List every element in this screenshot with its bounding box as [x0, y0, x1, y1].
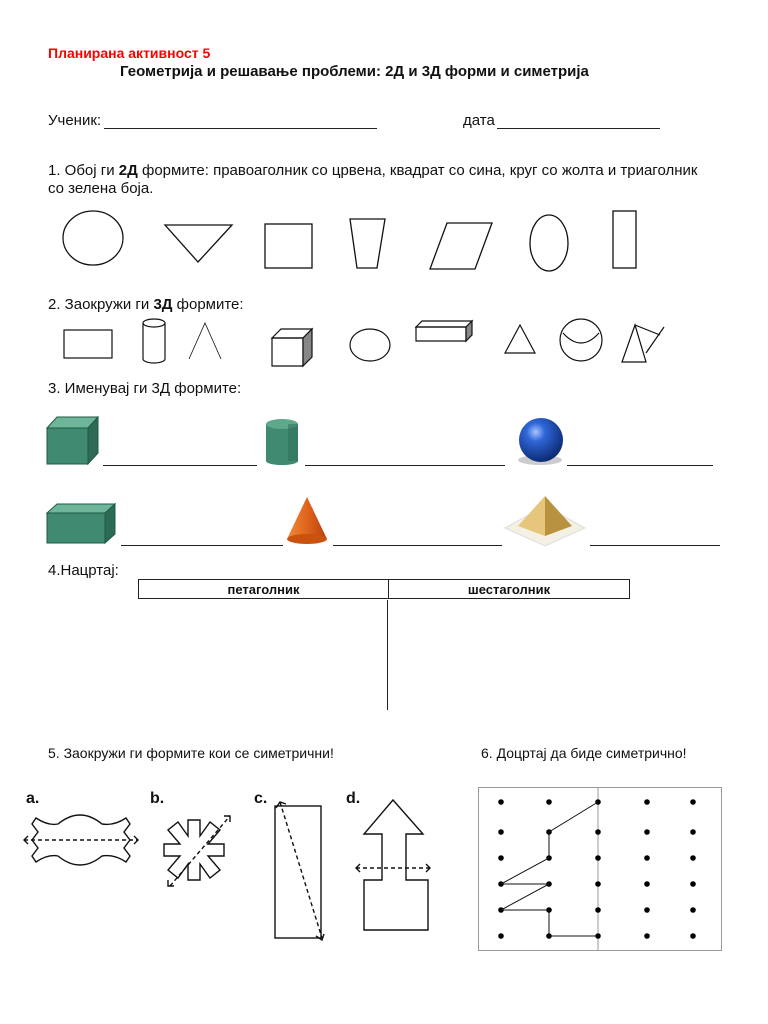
grid-dot[interactable] [498, 829, 504, 835]
grid-dot[interactable] [595, 829, 601, 835]
orange-cone-shape [287, 497, 327, 544]
parallelogram-shape[interactable] [430, 223, 492, 269]
task2-text: 2. Заокружи ги 3Д формите: [48, 296, 244, 313]
star-shape[interactable] [164, 820, 224, 880]
activity-label: Планирана активност 5 [48, 45, 211, 61]
hemisphere-shape[interactable] [560, 319, 602, 361]
date-line[interactable] [497, 128, 660, 129]
task1-text-line2: со зелена боја. [48, 180, 154, 197]
rectangle-shape[interactable] [613, 211, 636, 268]
grid-dot[interactable] [546, 799, 552, 805]
oval-shape[interactable] [530, 215, 568, 271]
grid-dot[interactable] [498, 933, 504, 939]
task6-text: 6. Доцртај да биде симетрично! [481, 745, 687, 761]
gold-pyramid-shape [505, 496, 585, 546]
grid-dot[interactable] [644, 855, 650, 861]
box-shape[interactable] [416, 321, 472, 341]
teal-prism-shape [47, 504, 115, 543]
task3-shapes [0, 410, 768, 560]
grid-dot[interactable] [690, 933, 696, 939]
task1-text: 1. Обој ги 2Д формите: правоаголник со црвена, квадрат со сина, круг со жолта и триаголник [48, 162, 698, 179]
grid-dot[interactable] [690, 907, 696, 913]
grid-dot[interactable] [644, 933, 650, 939]
answer-line-prism[interactable] [121, 545, 283, 546]
blue-sphere-shape [519, 418, 563, 462]
trapezoid-shape[interactable] [350, 219, 385, 268]
grid-dot[interactable] [595, 881, 601, 887]
answer-line-cone[interactable] [333, 545, 502, 546]
answer-line-sphere[interactable] [567, 465, 713, 466]
task2-shapes [0, 315, 768, 375]
cone-sketch-shape[interactable] [622, 325, 664, 362]
small-triangle-shape[interactable] [505, 325, 535, 353]
task3-text: 3. Именувај ги 3Д формите: [48, 380, 242, 397]
half-figure [501, 802, 598, 936]
label-c: c. [254, 790, 268, 807]
drawing-divider [387, 600, 388, 710]
tall-rectangle-shape[interactable] [275, 806, 321, 938]
grid-dot[interactable] [644, 907, 650, 913]
flat-rectangle-shape[interactable] [64, 330, 112, 358]
page-title: Геометрија и решавање проблеми: 2Д и 3Д форми и симетрија [120, 63, 589, 80]
cylinder-shape[interactable] [143, 319, 165, 363]
triangle-shape[interactable] [165, 225, 232, 262]
column-hexagon: шестаголник [389, 580, 630, 599]
circle-shape[interactable] [63, 211, 123, 265]
grid-dot[interactable] [595, 907, 601, 913]
square-shape[interactable] [265, 224, 312, 268]
label-b: b. [150, 790, 165, 807]
pentagon-drawing-area[interactable] [138, 602, 386, 710]
open-angle-shape[interactable] [189, 323, 221, 359]
cube-shape[interactable] [272, 329, 312, 366]
arrow-shape[interactable] [364, 800, 428, 930]
label-d: d. [346, 790, 361, 807]
date-label: дата [463, 112, 495, 129]
student-label: Ученик: [48, 112, 102, 129]
grid-dot[interactable] [644, 799, 650, 805]
task1-shapes [0, 205, 768, 285]
answer-line-pyramid[interactable] [590, 545, 720, 546]
grid-dot[interactable] [498, 855, 504, 861]
teal-cylinder-shape [266, 419, 298, 465]
grid-dot[interactable] [644, 829, 650, 835]
answer-line-cube[interactable] [103, 465, 257, 466]
grid-dot[interactable] [690, 799, 696, 805]
label-a: a. [26, 790, 40, 807]
teal-cube-shape [47, 417, 98, 464]
ellipse-shape[interactable] [350, 329, 390, 361]
symmetry-figures [0, 790, 470, 950]
grid-dot[interactable] [690, 855, 696, 861]
task4-text: 4.Нацртај: [48, 562, 119, 579]
drawing-table [138, 579, 630, 599]
grid-dot[interactable] [644, 881, 650, 887]
hexagon-drawing-area[interactable] [389, 602, 629, 710]
grid-dot[interactable] [690, 829, 696, 835]
answer-line-cylinder[interactable] [305, 465, 505, 466]
grid-dot[interactable] [595, 855, 601, 861]
column-pentagon: петаголник [139, 580, 389, 599]
dot-grid[interactable] [478, 787, 723, 952]
student-name-line[interactable] [104, 128, 377, 129]
grid-dot[interactable] [690, 881, 696, 887]
task5-text: 5. Заокружи ги формите кои се симетрични! [48, 745, 334, 761]
grid-dot[interactable] [498, 799, 504, 805]
